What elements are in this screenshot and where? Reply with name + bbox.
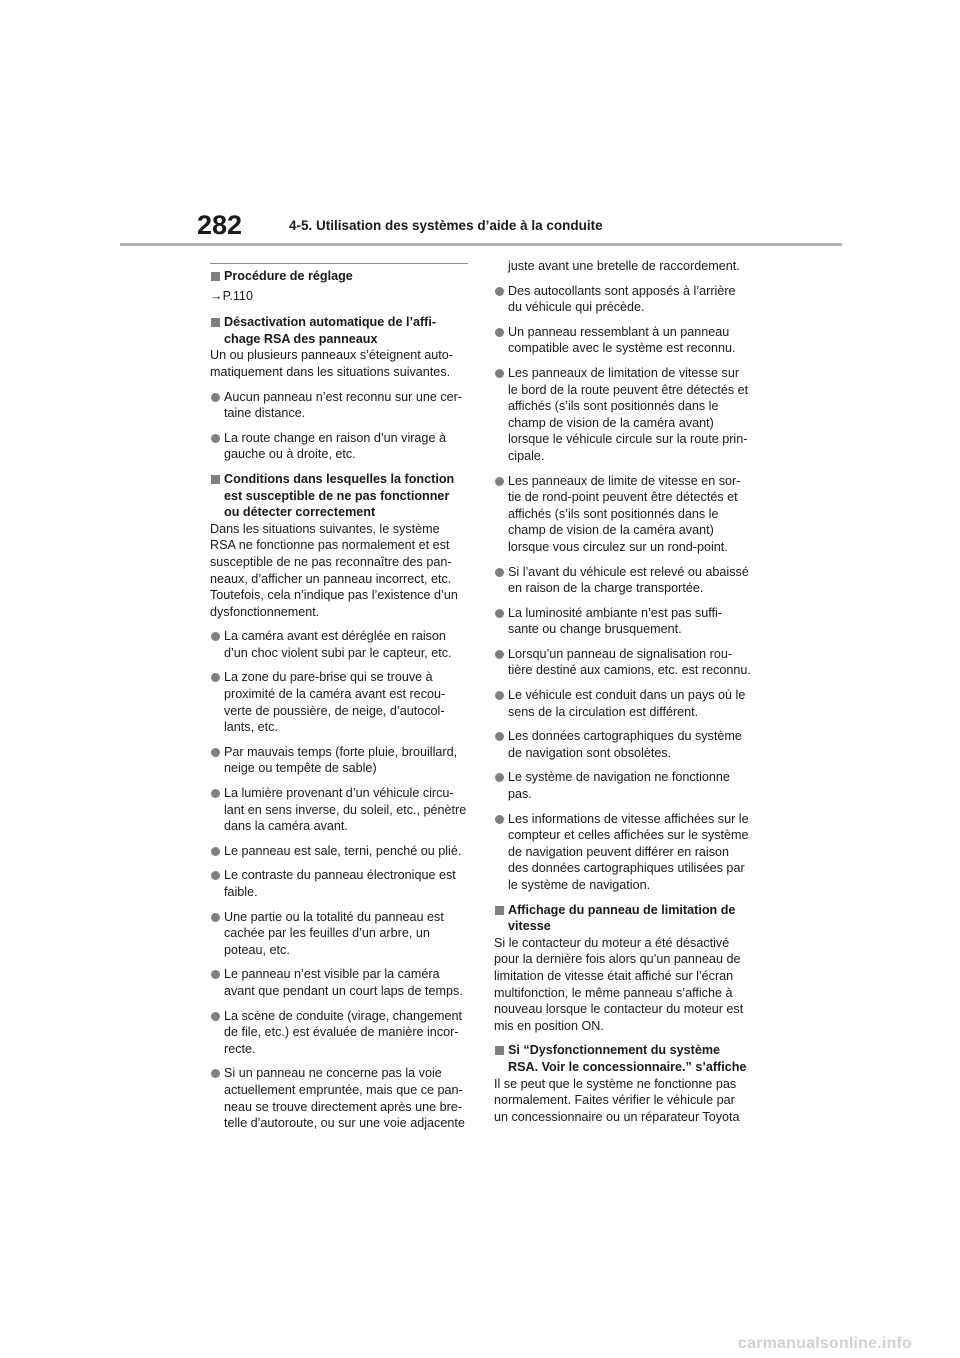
list-item-text: Lorsqu’un panneau de signalisation rou-tière destiné aux camions, etc. est reconnu. xyxy=(508,646,751,678)
watermark: carmanualsonline.info xyxy=(738,1335,913,1352)
section-heading xyxy=(494,902,752,935)
list-item-text: Aucun panneau n’est reconnu sur une cer-taine distance. xyxy=(224,389,463,421)
round-bullet-icon xyxy=(211,393,220,402)
list-item-text: Les panneaux de limitation de vitesse sur le bord de la route peuvent être détectés et affichés (s’ils sont positionnés dans le champ de vision de la caméra avant) lorsque le véhicule circule sur la route prin-cipale. xyxy=(508,365,749,463)
list-item xyxy=(494,605,752,638)
list-item-text: Des autocollants sont apposés à l’arrière du véhicule qui précède. xyxy=(508,283,736,315)
header-divider xyxy=(120,243,842,246)
list-item xyxy=(494,365,752,465)
list-item xyxy=(210,909,468,959)
list-item xyxy=(494,473,752,556)
list-item-text: Une partie ou la totalité du panneau est cachée par les feuilles d’un arbre, un poteau, etc. xyxy=(224,909,444,957)
list-item xyxy=(494,324,752,357)
list-item xyxy=(494,769,752,802)
round-bullet-icon xyxy=(495,650,504,659)
list-item-text: Le panneau est sale, terni, penché ou plié. xyxy=(224,843,462,858)
round-bullet-icon xyxy=(211,632,220,641)
square-bullet-icon xyxy=(211,475,220,484)
section-heading-text: Procédure de réglage xyxy=(224,269,353,283)
page-reference: →P.110 xyxy=(210,288,253,303)
list-item-text: Le système de navigation ne fonctionne pas. xyxy=(508,770,730,802)
round-bullet-icon xyxy=(495,732,504,741)
round-bullet-icon xyxy=(211,847,220,856)
section-heading xyxy=(494,1042,752,1075)
round-bullet-icon xyxy=(211,748,220,757)
round-bullet-icon xyxy=(495,815,504,824)
list-item-text: Les panneaux de limite de vitesse en sor-tie de rond-point peuvent être détectés et affichés (s’ils sont positionnés dans le champ de vision de la caméra avant) lorsque vous circulez sur un rond-point. xyxy=(508,473,741,554)
list-item xyxy=(210,628,468,661)
round-bullet-icon xyxy=(495,328,504,337)
round-bullet-icon xyxy=(495,477,504,486)
square-bullet-icon xyxy=(211,272,220,281)
round-bullet-icon xyxy=(211,970,220,979)
list-item xyxy=(494,728,752,761)
list-item-text: Le contraste du panneau électronique est faible. xyxy=(224,868,456,899)
section-heading xyxy=(210,268,468,285)
right-column xyxy=(494,258,752,1125)
paragraph: Si le contacteur du moteur a été désactivé pour la dernière fois alors qu’un panneau de limitation de vitesse était affiché sur l’écran multifonction, le même panneau s’affiche à nouveau lorsque le contacteur du moteur est mis en position ON. xyxy=(494,935,744,1033)
list-item xyxy=(210,1065,468,1131)
left-column xyxy=(210,258,468,1132)
round-bullet-icon xyxy=(495,609,504,618)
list-item-text: Le panneau n’est visible par la caméra avant que pendant un court laps de temps. xyxy=(224,967,463,998)
section-heading xyxy=(210,314,468,347)
list-item-text: La caméra avant est déréglée en raison d’un choc violent subi par le capteur, etc. xyxy=(224,629,452,660)
round-bullet-icon xyxy=(495,691,504,700)
list-item xyxy=(210,1008,468,1058)
round-bullet-icon xyxy=(495,369,504,378)
list-item xyxy=(210,744,468,777)
round-bullet-icon xyxy=(211,434,220,443)
list-item xyxy=(494,687,752,720)
round-bullet-icon xyxy=(495,287,504,296)
list-item-text: Si l’avant du véhicule est relevé ou abaissé en raison de la charge transportée. xyxy=(508,564,749,596)
paragraph: Il se peut que le système ne fonctionne pas normalement. Faites vérifier le véhicule par un concessionnaire ou un réparateur Toyota xyxy=(494,1076,740,1124)
round-bullet-icon xyxy=(211,789,220,798)
section-heading-text: Conditions dans lesquelles la fonction est susceptible de ne pas fonctionner ou détecter correctement xyxy=(224,471,455,520)
list-item xyxy=(494,646,752,679)
list-item xyxy=(210,966,468,999)
square-bullet-icon xyxy=(495,1046,504,1055)
round-bullet-icon xyxy=(211,913,220,922)
round-bullet-icon xyxy=(495,568,504,577)
list-item xyxy=(494,564,752,597)
chapter-title: 4-5. Utilisation des systèmes d’aide à la conduite xyxy=(289,218,603,233)
section-heading-text: Si “Dysfonctionnement du système RSA. Voir le concessionnaire.” s’affiche xyxy=(508,1043,747,1074)
section-heading-text: Désactivation automatique de l’affi-chage RSA des panneaux xyxy=(224,315,437,346)
list-item xyxy=(210,430,468,463)
list-item xyxy=(494,811,752,894)
list-item xyxy=(494,283,752,316)
list-item xyxy=(210,867,468,900)
paragraph: Dans les situations suivantes, le système RSA ne fonctionne pas normalement et est susceptible de ne pas reconnaître des pan-neaux, d’afficher un panneau incorrect, etc. Toutefois, cela n’indique pas l’existence d’un dysfonctionnement. xyxy=(210,521,458,619)
round-bullet-icon xyxy=(495,773,504,782)
paragraph: Un ou plusieurs panneaux s’éteignent auto-matiquement dans les situations suivantes. xyxy=(210,348,453,379)
round-bullet-icon xyxy=(211,1069,220,1078)
section-divider xyxy=(210,263,468,264)
list-item-text: La lumière provenant d’un véhicule circu-lant en sens inverse, du soleil, etc., pénètre dans la caméra avant. xyxy=(224,786,467,834)
list-item-text: Le véhicule est conduit dans un pays où le sens de la circulation est différent. xyxy=(508,688,746,719)
page-number: 282 xyxy=(197,210,243,240)
list-item-text: Par mauvais temps (forte pluie, brouillard, neige ou tempête de sable) xyxy=(224,744,458,776)
square-bullet-icon xyxy=(495,906,504,915)
list-item-text: La scène de conduite (virage, changement de file, etc.) est évaluée de manière incor-recte. xyxy=(224,1008,463,1056)
list-item-text: La zone du pare-brise qui se trouve à proximité de la caméra avant est recou-verte de poussière, de neige, d’autocol-lants, etc. xyxy=(224,670,446,735)
list-item-text: La route change en raison d’un virage à gauche ou à droite, etc. xyxy=(224,430,446,462)
list-item xyxy=(210,843,468,860)
list-item-text: Les données cartographiques du système de navigation sont obsolètes. xyxy=(508,729,742,760)
round-bullet-icon xyxy=(211,673,220,682)
section-heading xyxy=(210,471,468,521)
square-bullet-icon xyxy=(211,318,220,327)
list-item-text: Les informations de vitesse affichées sur le compteur et celles affichées sur le système de navigation peuvent différer en raison des données cartographiques utilisées par le système de navigation. xyxy=(508,811,749,892)
list-item-text: Un panneau ressemblant à un panneau compatible avec le système est reconnu. xyxy=(508,324,736,356)
list-item-text: La luminosité ambiante n’est pas suffi-sante ou change brusquement. xyxy=(508,605,722,637)
section-heading-text: Affichage du panneau de limitation de vitesse xyxy=(508,902,736,934)
round-bullet-icon xyxy=(211,1012,220,1021)
list-item xyxy=(210,389,468,422)
list-item xyxy=(210,669,468,735)
list-item-text: Si un panneau ne concerne pas la voie actuellement empruntée, mais que ce pan-neau se trouve directement après une bre-telle d’autoroute, ou sur une voie adjacente xyxy=(224,1066,465,1131)
round-bullet-icon xyxy=(211,871,220,880)
list-item xyxy=(210,785,468,835)
continued-list-item: juste avant une bretelle de raccordement. xyxy=(508,259,740,273)
